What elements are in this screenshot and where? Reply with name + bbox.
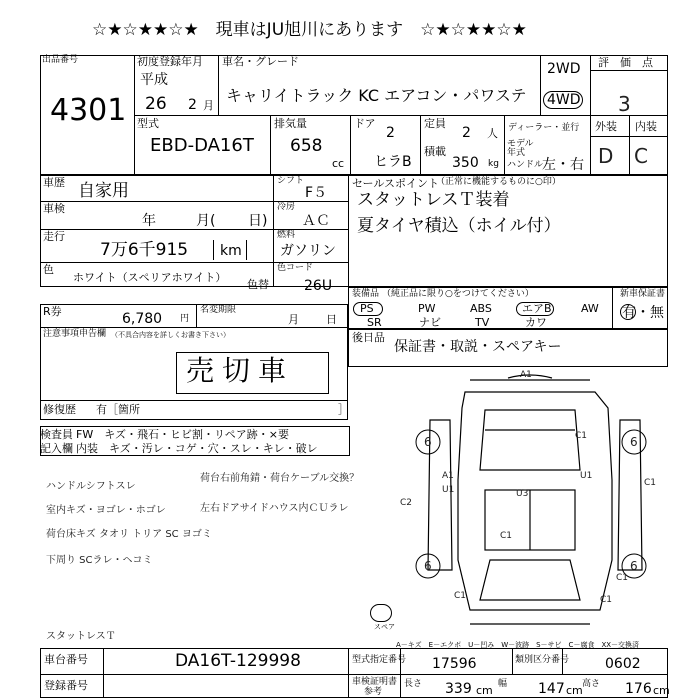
notes-sub: （不具合内容を詳しくお書き下さい） xyxy=(111,331,230,339)
class-no-label: 類別区分番号 xyxy=(515,655,570,665)
cert-label: 車検証明書 xyxy=(352,677,398,687)
sales-points-label: セールスポイント xyxy=(352,177,440,190)
exterior-label: 外装 xyxy=(595,120,617,133)
load-unit: kg xyxy=(488,159,499,169)
lot-number: 4301 xyxy=(50,93,127,128)
mark-c1-right: C1 xyxy=(644,478,657,488)
hand-note-5: スタットレスＴ xyxy=(46,631,116,642)
chassis-value: DA16T-129998 xyxy=(175,651,301,671)
mark-c1-tr: C1 xyxy=(575,431,588,441)
drive-2wd: 2WD xyxy=(547,61,581,77)
hand-note-1: ハンドルシフトスレ xyxy=(46,481,136,492)
interior-label: 内装 xyxy=(635,120,657,133)
spare-label: スペア xyxy=(374,623,395,631)
sales-line-1: スタットレスＴ装着 xyxy=(357,190,510,210)
hand-note-3: 荷台床キズ タオリ トリア SC ヨゴミ xyxy=(46,529,212,540)
first-reg-month: 月 xyxy=(203,99,214,112)
repair-label: 修復歴 xyxy=(43,403,76,416)
repair-end: ］ xyxy=(338,403,349,416)
chassis-label: 車台番号 xyxy=(44,653,88,666)
banner-text: ☆★☆★★☆★ 現車はJU旭川にあります ☆★☆★★☆★ xyxy=(92,20,527,40)
tire-rl: 6 xyxy=(424,559,432,573)
displacement-value: 658 xyxy=(290,136,323,156)
hand-note-7: 左右ドアサイドハウス内ＣＵラレ xyxy=(200,503,349,514)
tire-fl: 6 xyxy=(424,435,432,449)
car-name: キャリイトラック KC エアコン・パワステ xyxy=(226,86,527,105)
mileage-unit: km xyxy=(220,243,242,259)
legend: A－キズ E－エクボ U－凹み W－波跡 S－サビ C－腐食 XX－交換済 xyxy=(396,641,640,649)
model-value: EBD-DA16T xyxy=(150,135,254,156)
first-reg-month-num: 2 xyxy=(188,97,197,113)
model-year-label2: 年式 xyxy=(507,148,526,158)
equip-tv: TV xyxy=(475,316,490,329)
car-damage-diagram xyxy=(390,370,680,638)
capacity-value: 2 xyxy=(462,125,471,141)
color-code-label: 色コード xyxy=(277,263,314,273)
inspector-label-2: 記入欄 xyxy=(40,442,73,455)
inspector-row-2: 内装 キズ・汚レ・コゲ・穴・スレ・キレ・破レ xyxy=(76,442,318,455)
spare-circle xyxy=(370,604,392,622)
color-code: 26U xyxy=(304,278,333,294)
mark-c1-rside: C1 xyxy=(616,573,629,583)
cert-sub: 参考 xyxy=(364,687,383,697)
doors-label: ドア xyxy=(354,117,376,130)
name-change-label: 名変期限 xyxy=(200,305,237,315)
tire-rr: 6 xyxy=(630,559,638,573)
hand-note-2: 室内キズ・ヨゴレ・ホゴレ xyxy=(46,505,166,516)
equipment-label: 装備品 xyxy=(352,289,380,299)
grade-value: 3 xyxy=(618,92,631,116)
grade-label: 評 価 点 xyxy=(598,56,653,69)
fuel-value: ガソリン xyxy=(280,243,336,259)
mark-a1-left: A1 xyxy=(442,471,454,481)
color-change: 色替 xyxy=(247,278,269,291)
equip-pw: PW xyxy=(418,302,436,315)
history-value: 自家用 xyxy=(78,181,129,201)
capacity-unit: 人 xyxy=(487,127,498,140)
first-reg-label: 初度登録年月 xyxy=(137,55,203,68)
length-label: 長さ xyxy=(404,679,423,689)
displacement-unit: cc xyxy=(332,157,345,170)
equipment-sub: （純正品に限り○をつけてください） xyxy=(382,289,534,299)
repair-value: 有［箇所 xyxy=(96,403,140,416)
recycle-label: R券 xyxy=(43,305,62,318)
handle-value: 左・右 xyxy=(542,157,584,173)
dealer-label: ディーラー・並行 xyxy=(508,123,580,133)
color-label: 色 xyxy=(43,263,54,276)
inspector-row-1: FW キズ・飛石・ヒビ割・リペア跡・×要 xyxy=(76,428,289,441)
mileage-value: 7万6千915 xyxy=(100,240,189,260)
shift-label: シフト xyxy=(277,176,305,186)
equip-navi: ナビ xyxy=(419,316,441,329)
hand-note-6: 荷台右前角錆・荷台ケーブル交換？ xyxy=(200,473,360,484)
mark-a1-top: A1 xyxy=(520,370,532,380)
length-unit: cm xyxy=(476,684,493,697)
sales-points-sub: （正常に機能するものに○印） xyxy=(436,177,561,187)
hand-note-4: 下周り SCラレ・ヘコミ xyxy=(46,555,153,566)
equip-aw: AW xyxy=(581,302,599,315)
exterior-value: D xyxy=(598,144,614,168)
load-value: 350 xyxy=(452,155,479,171)
equip-leather: カワ xyxy=(525,316,547,329)
mark-u3: U3 xyxy=(516,489,529,499)
stamp-text: 売切車 xyxy=(186,354,295,387)
model-year-label1: モデル xyxy=(507,139,534,149)
first-reg-year: 26 xyxy=(145,94,167,114)
car-name-label: 車名・グレード xyxy=(222,55,299,68)
equip-abs: ABS xyxy=(470,302,492,315)
capacity-label: 定員 xyxy=(424,117,446,130)
recycle-unit: 円 xyxy=(180,314,190,324)
height-label: 高さ xyxy=(582,679,601,689)
tire-fr: 6 xyxy=(630,435,638,449)
rear-label: 後日品 xyxy=(352,331,385,344)
inspector-label-1: 検査員 xyxy=(40,428,73,441)
type-no-label: 型式指定番号 xyxy=(352,655,407,665)
mark-c1-bed: C1 xyxy=(500,531,513,541)
doors-value: 2 xyxy=(386,125,395,141)
equip-sr: SR xyxy=(367,316,382,329)
type-no-value: 17596 xyxy=(432,656,477,672)
width-value: 147 xyxy=(538,681,565,697)
notes-label: 注意事項申告欄 xyxy=(43,329,107,339)
model-label: 型式 xyxy=(137,117,159,130)
height-value: 176 xyxy=(625,681,652,697)
new-warranty-label: 新車保証書 xyxy=(620,289,666,299)
body-type: ヒラB xyxy=(374,154,412,170)
name-change-day: 日 xyxy=(326,313,337,326)
inspection-label: 車検 xyxy=(43,202,65,215)
fuel-label: 燃料 xyxy=(277,230,296,240)
sales-line-2: 夏タイヤ積込（ホイル付） xyxy=(357,216,561,236)
displacement-label: 排気量 xyxy=(274,117,307,130)
new-warranty-value: 有・無 xyxy=(622,305,664,321)
inspection-day: 日) xyxy=(248,213,268,229)
color-value: ホワイト（スペリアホワイト） xyxy=(73,271,227,284)
first-reg-era: 平成 xyxy=(140,72,168,88)
mark-u1-left: U1 xyxy=(442,485,455,495)
ac-value: ＡＣ xyxy=(302,213,330,229)
reg-label: 登録番号 xyxy=(44,679,88,692)
name-change-month: 月 xyxy=(288,313,299,326)
mark-c2-left: C2 xyxy=(400,498,413,508)
class-no-value: 0602 xyxy=(605,656,641,672)
mark-c1-bl: C1 xyxy=(454,591,467,601)
drive-4wd: 4WD xyxy=(547,92,581,108)
load-label: 積載 xyxy=(424,145,446,158)
ac-label: 冷房 xyxy=(277,202,296,212)
equip-airbag: エアB xyxy=(522,302,552,315)
handle-label: ハンドル xyxy=(507,160,544,170)
mark-u1-right: U1 xyxy=(580,471,593,481)
equip-ps: PS xyxy=(360,302,374,315)
recycle-value: 6,780 xyxy=(122,311,163,327)
inspection-year: 年 xyxy=(142,213,156,229)
mileage-label: 走行 xyxy=(43,230,65,243)
interior-value: C xyxy=(634,144,648,168)
lot-label: 出品番号 xyxy=(42,55,79,65)
width-unit: cm xyxy=(566,684,583,697)
shift-value: F５ xyxy=(305,185,328,201)
history-label: 車歴 xyxy=(43,176,65,189)
inspection-month: 月( xyxy=(196,213,216,229)
width-label: 幅 xyxy=(498,679,508,689)
length-value: 339 xyxy=(445,681,472,697)
mark-c1-br: C1 xyxy=(600,595,613,605)
height-unit: cm xyxy=(653,684,670,697)
rear-value: 保証書・取説・スペアキー xyxy=(394,339,562,355)
